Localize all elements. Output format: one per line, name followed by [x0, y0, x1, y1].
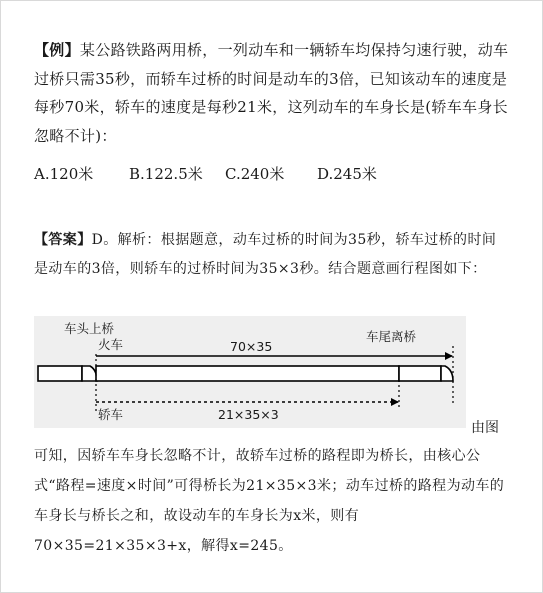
option-c: C.240米: [225, 165, 285, 183]
journey-diagram: [34, 316, 466, 428]
label-train-distance: 70×35: [230, 339, 273, 354]
answer-paragraph: [34, 226, 510, 284]
label-car: 轿车: [98, 407, 124, 422]
answer-options: [34, 160, 514, 188]
example-tag: 【例】: [34, 41, 80, 59]
answer-tag: 【答案】: [34, 232, 92, 248]
question-text: 某公路铁路两用桥，一列动车和一辆轿车均保持匀速行驶，动车过桥只需35秒，而轿车过桥的时间是动车的3倍，已知该动车的速度是每秒70米，轿车的速度是每秒21米，这列动车的车身长是(轿车车身长忽略不计)：: [34, 41, 509, 145]
label-car-distance: 21×35×3: [218, 407, 279, 422]
option-d: D.245米: [317, 165, 377, 183]
option-b: B.122.5米: [129, 165, 203, 183]
answer-continuation-text: 可知，因轿车车身长忽略不计，故轿车过桥的路程即为桥长，由核心公式“路程=速度×时间”可得桥长为21×35×3米；动车过桥的路程为动车的车身长与桥长之和，故设动车的车身长为x米，则有70×35=21×35×3+x，解得x=245。: [34, 448, 505, 554]
train-tail-shape: [399, 366, 453, 381]
figure-trailing-text: 由图: [471, 420, 499, 436]
bridge-bar: [96, 366, 399, 381]
label-head-on-bridge: 车头上桥: [64, 321, 115, 336]
train-head-shape: [38, 366, 97, 381]
option-a: A.120米: [34, 165, 94, 183]
answer-text: D。解析：根据题意，动车过桥的时间为35秒，轿车过桥的时间是动车的3倍，则轿车的过桥时间为35×3秒。结合题意画行程图如下：: [34, 232, 497, 277]
label-tail-off-bridge: 车尾离桥: [366, 329, 417, 344]
answer-continuation: [34, 441, 512, 561]
question-paragraph: [34, 36, 512, 150]
label-train: 火车: [98, 337, 124, 352]
